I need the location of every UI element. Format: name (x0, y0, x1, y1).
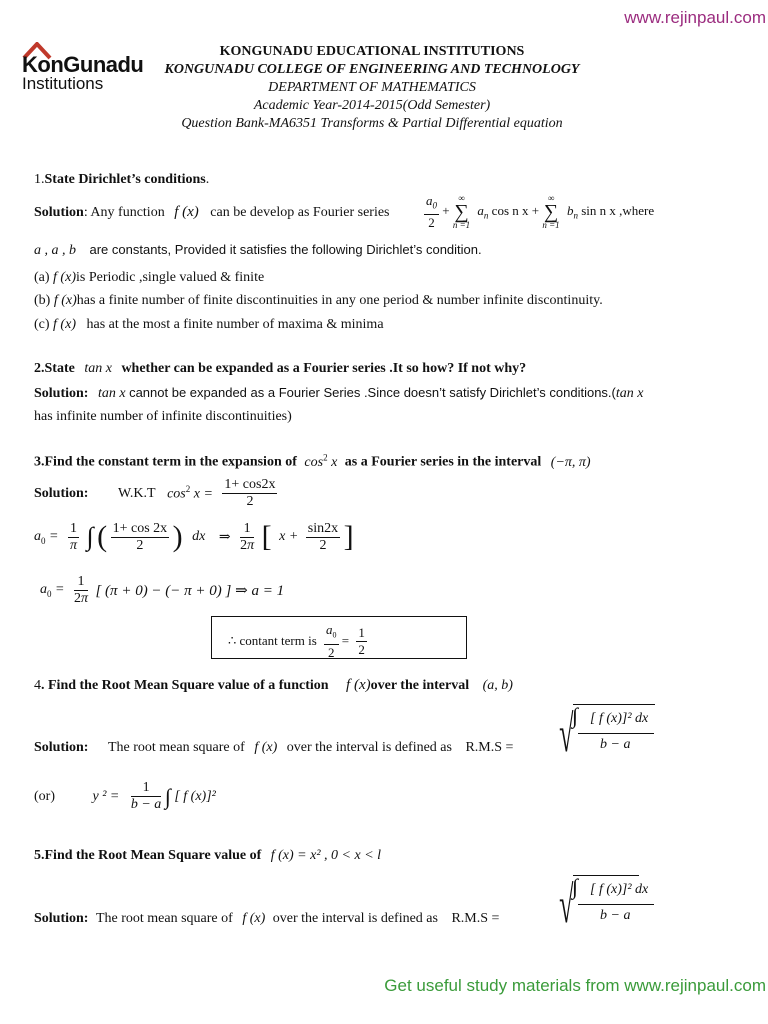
q1-sum1-sigma: ∑ (454, 200, 469, 223)
q1-where: ,where (619, 202, 655, 218)
q1-sum2-top: ∞ (547, 192, 555, 203)
q4-sqrt-bar (573, 704, 655, 705)
q1-constants-text: are constants, Provided it satisfies the following Dirichlet’s condition. (89, 242, 482, 257)
q3-a0-result: $a_0$ = $\frac{1}{2\pi}$ [ (π + 0) − (− π + 0) ] ⇒ a = 1 (40, 574, 285, 606)
q1-cond-c: (c) f (x) has at the most a finite number of maxima & minima (34, 317, 384, 332)
header-institution: KONGUNADU EDUCATIONAL INSTITUTIONS (219, 44, 525, 59)
q1-cond-b: (b) f (x)has a finite number of finite discontinuities in any one period & number infinite discontinuity. (34, 293, 603, 308)
q4-title: 4. Find the Root Mean Square value of a function f (x)over the interval (a, b) (34, 677, 513, 693)
q3-box-content: ∴ contant term is $\frac{a_0}{2}$ = $\frac{1}{2}$ (228, 622, 365, 660)
q1-constants-vars: a , a , b (34, 243, 76, 258)
q1-term1: $a_n$ cos n x (477, 202, 529, 221)
header-college: KONGUNADU COLLEGE OF ENGINEERING AND TECHNOLOGY (164, 62, 580, 77)
q1-sum1-top: ∞ (458, 192, 465, 203)
q1-sol-text: : Any function (83, 205, 165, 220)
header-question-bank: Question Bank-MA6351 Transforms & Partial Differential equation (181, 116, 563, 131)
logo-line2: Institutions (22, 74, 104, 93)
q1-title (34, 172, 209, 188)
q1-series-a0-frac (424, 193, 439, 231)
q1-series (424, 193, 654, 231)
q1-sum1 (453, 194, 470, 230)
q4-solution: Solution: The root mean square of f (x) over the interval is defined as R.M.S = (34, 740, 514, 755)
q1-a0-den: 2 (428, 214, 435, 230)
q3-cos2x: $\cos^2 x$ (304, 452, 338, 470)
q1-cond-a: (a) f (x)is Periodic ,single valued & finite (34, 270, 265, 285)
footer-note[interactable]: Get useful study materials from www.rejinpaul.com (384, 976, 766, 995)
q3-a0-integral: $a_0$ = $\frac{1}{\pi}$ ∫ ( $\frac{1+ \cos 2x}{2}$ ) dx ⇒ $\frac{1}{2\pi}$ [ x + $\frac{\sin 2x}{2}$ ] (34, 520, 354, 553)
q1-sol-label: Solution (34, 205, 84, 220)
q1-term2: $b_n$ sin n x (566, 202, 616, 221)
q1-sum2-sigma: ∑ (543, 200, 559, 223)
logo-line1: KonGunadu (22, 52, 144, 77)
q2-solution-2: has infinite number of infinite discontinuities) (34, 409, 292, 424)
q2-title: 2.State tan x whether can be expanded as a Fourier series .It so how? If not why? (34, 361, 527, 376)
q1-title-end: . (205, 172, 210, 187)
q1-plus1: + (442, 202, 450, 218)
q1-title-text: State Dirichlet’s conditions (44, 172, 206, 187)
q1-text2: can be develop as Fourier series (210, 205, 390, 220)
q3-title: 3.Find the constant term in the expansion of $\cos^2 x$ as a Fourier series in the interval (−π, π) (34, 452, 591, 470)
q4-or-line: (or) y ² = $\frac{1}{b - a}$ ∫ [ f (x)]² (34, 780, 216, 812)
q3-solution-line: Solution: W.K.T $\cos^2 x$ = $\frac{1+ \cos 2x}{2}$ (34, 477, 276, 509)
site-url-top[interactable]: www.rejinpaul.com (624, 8, 766, 27)
q5-title: 5.Find the Root Mean Square value of f (x) = x² , 0 < x < l (34, 848, 382, 863)
q1-sum1-bottom: n =1 (452, 219, 471, 230)
q1-fx: f (x) (174, 204, 199, 220)
q1-constants-line (34, 242, 482, 259)
q1-a0: a (426, 193, 433, 208)
header-academic-year: Academic Year-2014-2015(Odd Semester) (253, 98, 491, 113)
q5-sqrt-bar (573, 875, 639, 876)
header-department: DEPARTMENT OF MATHEMATICS (268, 80, 476, 95)
q2-tanx: tan x (84, 361, 112, 376)
q1-a0-sub: 0 (432, 200, 437, 211)
q1-plus2: + (531, 202, 540, 218)
q1-sum2-bottom: n =1 (542, 219, 560, 230)
q1-sum2 (542, 194, 559, 230)
q2-solution: Solution: tan x cannot be expanded as a Fourier Series .Since doesn’t satisfy Dirichlet’s conditions.(tan x (34, 385, 644, 401)
q3-wkt-frac: $\frac{1+ \cos 2x}{2}$ (224, 477, 276, 509)
q1-solution-line (34, 204, 390, 221)
q5-solution: Solution: The root mean square of f (x) over the interval is defined as R.M.S = (34, 911, 500, 926)
q1-num: 1. (34, 172, 45, 187)
q3-interval: (−π, π) (550, 454, 591, 470)
